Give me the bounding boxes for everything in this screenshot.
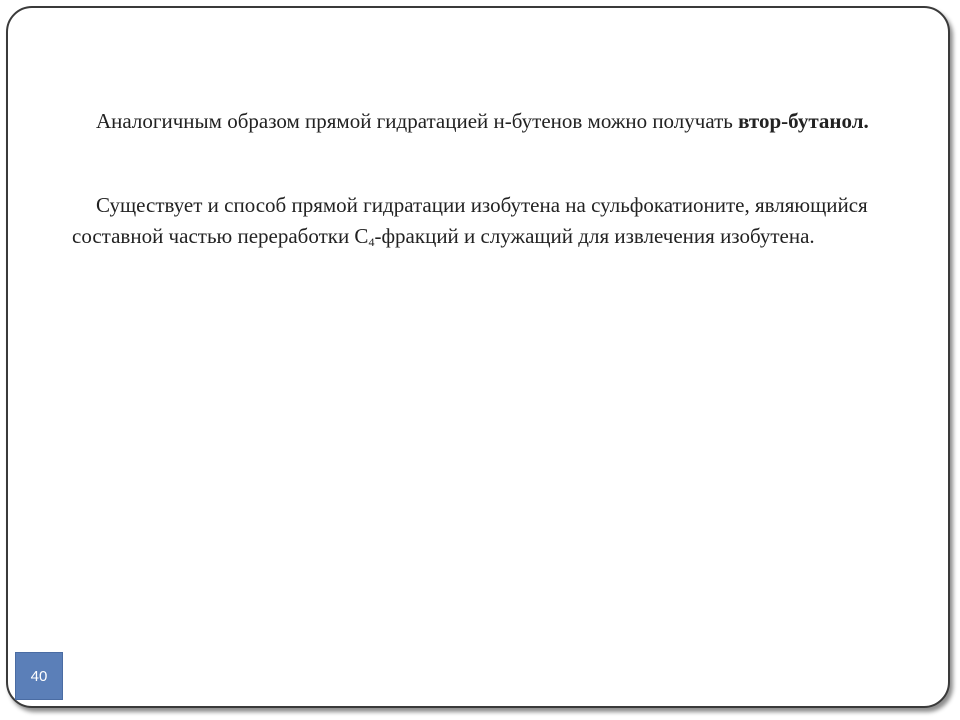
paragraph-butanol-text: Аналогичным образом прямой гидратацией н-бутенов можно получать	[96, 109, 739, 133]
paragraph-isobutene-text-end: -фракций и служащий для извлечения изобутена.	[374, 224, 815, 248]
paragraph-isobutene	[72, 190, 892, 252]
page-number: 40	[30, 667, 48, 685]
paragraph-butanol-bold-term: втор-бутанол.	[738, 109, 869, 133]
paragraph-isobutene-text-start: Существует и способ прямой гидратации изобутена на сульфокатионите, являющийся составной частью переработки С	[72, 193, 868, 248]
page-number-badge	[15, 652, 63, 700]
c4-subscript: 4	[368, 235, 375, 249]
slide-body	[72, 106, 892, 252]
paragraph-butanol	[72, 106, 892, 137]
